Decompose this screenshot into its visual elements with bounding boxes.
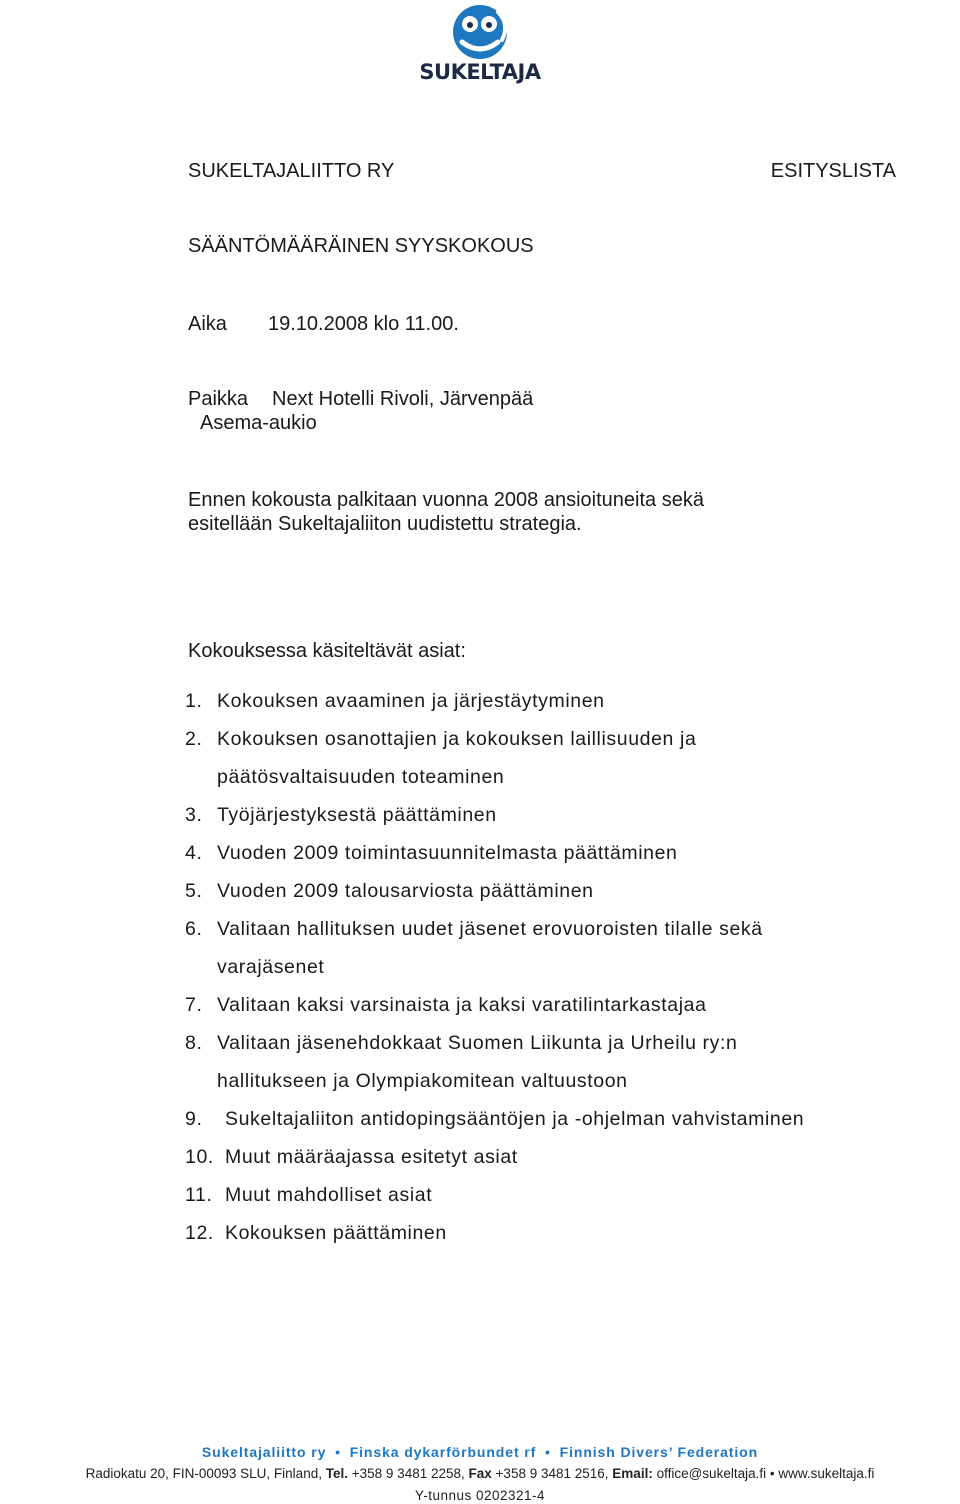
item-number: 2. xyxy=(185,728,203,750)
footer-name-en: Finnish Divers’ Federation xyxy=(559,1444,759,1460)
item-number: 7. xyxy=(185,994,203,1016)
item-text: Sukeltajaliiton antidopingsääntöjen ja -ohjelman vahvistaminen xyxy=(225,1108,805,1130)
item-number: 4. xyxy=(185,842,203,864)
item-text: Kokouksen osanottajien ja kokouksen laillisuuden ja xyxy=(217,728,697,750)
logo-wordmark: SUKELTAJA xyxy=(419,60,541,84)
place-value: Next Hotelli Rivoli, Järvenpää xyxy=(272,388,534,410)
item-number: 5. xyxy=(185,880,203,902)
footer-address: Radiokatu 20, FIN-00093 SLU, Finland, xyxy=(85,1466,322,1481)
item-number: 9. xyxy=(185,1108,203,1130)
item-number: 3. xyxy=(185,804,203,826)
item-number: 10. xyxy=(185,1146,214,1168)
footer-tel-label: Tel. xyxy=(325,1466,348,1481)
org-name: SUKELTAJALIITTO RY xyxy=(188,160,395,182)
footer-name-fi: Sukeltajaliitto ry xyxy=(201,1444,327,1460)
footer-name-sv: Finska dykarförbundet rf xyxy=(349,1444,537,1460)
item-text: Muut mahdolliset asiat xyxy=(225,1184,433,1206)
item-number: 6. xyxy=(185,918,203,940)
meeting-title: SÄÄNTÖMÄÄRÄINEN SYYSKOKOUS xyxy=(188,235,534,257)
item-text-continued: hallitukseen ja Olympiakomitean valtuustoon xyxy=(217,1070,628,1092)
agenda-heading: Kokouksessa käsiteltävät asiat: xyxy=(188,640,466,662)
footer-tel: +358 9 3481 2258, xyxy=(351,1466,465,1481)
bullet-icon: • xyxy=(769,1466,775,1481)
footer-contact xyxy=(0,1466,960,1481)
intro-line-1: Ennen kokousta palkitaan vuonna 2008 ansioituneita sekä xyxy=(188,489,704,511)
item-number: 12. xyxy=(185,1222,214,1244)
diver-mask-icon xyxy=(418,2,542,62)
place-value-line2: Asema-aukio xyxy=(200,412,317,434)
bullet-icon: • xyxy=(335,1444,341,1460)
item-text: Kokouksen päättäminen xyxy=(225,1222,447,1244)
item-number: 8. xyxy=(185,1032,203,1054)
time-label: Aika xyxy=(188,313,227,335)
footer-organization-names xyxy=(0,1444,960,1460)
item-number: 11. xyxy=(185,1184,213,1206)
time-value: 19.10.2008 klo 11.00. xyxy=(268,313,459,335)
document-type: ESITYSLISTA xyxy=(770,160,896,182)
item-text: Vuoden 2009 talousarviosta päättäminen xyxy=(217,880,594,902)
item-number: 1. xyxy=(185,690,203,712)
footer-fax: +358 9 3481 2516, xyxy=(495,1466,609,1481)
item-text: Muut määräajassa esitetyt asiat xyxy=(225,1146,518,1168)
footer-email-link[interactable]: office@sukeltaja.fi xyxy=(656,1466,767,1481)
sukeltaja-logo xyxy=(418,2,542,90)
item-text: Vuoden 2009 toimintasuunnitelmasta päättäminen xyxy=(217,842,678,864)
item-text-continued: varajäsenet xyxy=(217,956,325,978)
bullet-icon: • xyxy=(545,1444,551,1460)
item-text: Valitaan kaksi varsinaista ja kaksi varatilintarkastajaa xyxy=(217,994,707,1016)
place-label: Paikka xyxy=(188,388,249,410)
footer-website-link[interactable]: www.sukeltaja.fi xyxy=(778,1466,875,1481)
item-text: Valitaan jäsenehdokkaat Suomen Liikunta ja Urheilu ry:n xyxy=(217,1032,738,1054)
footer-email-label: Email: xyxy=(612,1466,653,1481)
footer-fax-label: Fax xyxy=(468,1466,492,1481)
intro-line-2: esitellään Sukeltajaliiton uudistettu strategia. xyxy=(188,513,582,535)
item-text: Kokouksen avaaminen ja järjestäytyminen xyxy=(217,690,605,712)
item-text: Työjärjestyksestä päättäminen xyxy=(217,804,497,826)
item-text-continued: päätösvaltaisuuden toteaminen xyxy=(217,766,505,788)
item-text: Valitaan hallituksen uudet jäsenet erovuoroisten tilalle sekä xyxy=(217,918,763,940)
footer-business-id: Y-tunnus 0202321-4 xyxy=(414,1488,546,1503)
